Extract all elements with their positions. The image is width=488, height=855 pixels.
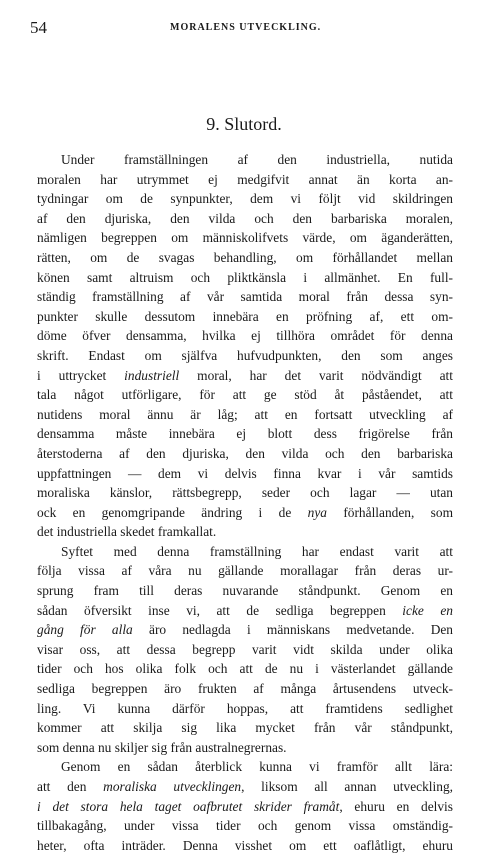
text-segment: , liksom all annan utveckling, (241, 779, 453, 794)
page-number: 54 (30, 18, 47, 37)
text-segment: Genom en sådan återblick kunna vi framför allt lära: (61, 759, 453, 775)
italic-text: gång för alla (37, 622, 133, 638)
text-line (37, 189, 453, 209)
text-line (37, 170, 453, 190)
text-segment: densamma måste innebära ej blott dess frigörelse från (37, 426, 453, 442)
text-segment: moralen har utrymmet ej medgifvit annat än korta an- (37, 171, 453, 187)
body-text (37, 150, 453, 855)
text-line (37, 581, 453, 601)
text-segment: nämligen begreppen om människolifvets värde, om äganderätten, (37, 230, 453, 246)
text-line (37, 405, 453, 425)
text-segment: döme öfver densamma, hvilka ej tillhöra området för denna (37, 328, 453, 344)
text-segment: af den djuriska, den vilda och den barbariska moralen, (37, 210, 453, 226)
text-line (37, 620, 453, 640)
text-segment: förhållanden, som (326, 504, 453, 520)
text-segment: kommer att skilja sig lika mycket från vår ståndpunkt, (37, 720, 453, 736)
section-title: 9. Slutord. (206, 114, 282, 134)
text-line (37, 228, 453, 248)
text-segment: sprung fram till deras nuvarande ståndpunkt. Genom en (37, 583, 453, 599)
text-segment: , ehuru en delvis (339, 798, 453, 814)
text-segment: tala något utförligare, för att ge stöd åt påståendet, att (37, 387, 453, 403)
text-line (37, 424, 453, 444)
text-line (37, 483, 453, 503)
text-segment: återstoderna af den djuriska, den vilda och den barbariska (37, 445, 453, 461)
text-segment: sådan öfversikt inse vi, att de sedliga begreppen (37, 602, 403, 618)
italic-text: nya (307, 504, 327, 520)
italic-text: icke en (402, 602, 453, 618)
text-line (37, 366, 453, 386)
text-line (37, 248, 453, 268)
text-segment: heter, ofta inträder. Denna visshet om ett oaflåtligt, ehuru (37, 837, 453, 853)
text-segment: punkter skulle dessutom innebära en pröfning af, ett om- (37, 308, 453, 324)
page-header (30, 18, 460, 42)
text-segment: nutidens moral ännu är låg; att en fortsatt utveckling af (37, 406, 453, 422)
text-line (37, 738, 453, 758)
text-line (37, 816, 453, 836)
italic-text: i det stora hela taget oafbrutet skrider framåt (37, 798, 340, 814)
text-segment: äro nedlagda i människans medvetande. Den (132, 622, 453, 638)
text-line (37, 503, 453, 523)
text-line (37, 561, 453, 581)
text-segment: skrift. Endast om själfva hufvudpunkten, den som anges (37, 347, 453, 363)
text-segment: tydningar om de synpunkter, dem vi följt vid skildringen (37, 191, 453, 207)
text-segment: ständig framställning af vår samtida moral från dessa syn- (37, 289, 453, 305)
text-segment: ock en genomgripande ändring i de (37, 504, 308, 520)
text-line (37, 346, 453, 366)
text-line (37, 640, 453, 660)
text-segment: följa vissa af våra nu gällande morallagar från deras ur- (37, 563, 453, 579)
text-segment: moraliska känslor, rättsbegrepp, seder och lagar — utan (37, 485, 453, 501)
text-line (37, 757, 453, 777)
text-segment: uppfattningen — dem vi delvis finna kvar i vår samtids (37, 465, 453, 481)
text-segment: tider och hos olika folk och att de nu i västerlandet gällande (37, 661, 453, 677)
text-line (37, 307, 453, 327)
text-line (37, 601, 453, 621)
text-line (37, 464, 453, 484)
text-segment: det industriella skedet framkallat. (37, 524, 217, 540)
text-segment: Under framställningen af den industriella, nutida (61, 152, 453, 167)
text-segment: som denna nu skiljer sig från australnegrernas. (37, 739, 287, 755)
text-segment: könen samt altruism och pliktkänsla i allmänhet. En full- (37, 269, 453, 285)
text-line (37, 150, 453, 170)
text-segment: Syftet med denna framställning har endast varit att (61, 543, 453, 559)
italic-text: moraliska utvecklingen (103, 779, 242, 794)
text-line (37, 268, 453, 288)
text-line (37, 542, 453, 562)
text-line (37, 326, 453, 346)
italic-text: industriell (124, 367, 180, 383)
text-segment: rätten, om de svagas behandling, om förhållandet mellan (37, 249, 453, 265)
text-segment: ling. Vi kunna därför hoppas, att framtidens sedlighet (37, 700, 453, 716)
text-line (37, 699, 453, 719)
text-segment: tillbakagång, under vissa tider och genom vissa omständig- (37, 818, 453, 834)
text-line (37, 287, 453, 307)
text-line (37, 209, 453, 229)
text-segment: visar oss, att dessa begrepp varit vidt skilda under olika (37, 641, 453, 657)
text-line (37, 444, 453, 464)
text-segment: i uttrycket (37, 367, 125, 383)
text-line (37, 777, 453, 797)
text-line (37, 385, 453, 405)
text-line (37, 836, 453, 855)
text-line (37, 522, 453, 542)
text-line (37, 679, 453, 699)
text-segment: att den (37, 779, 104, 794)
text-line (37, 718, 453, 738)
text-line (37, 659, 453, 679)
text-segment: sedliga begreppen äro frukten af många årtusendens utveck- (37, 681, 453, 697)
running-head: MORALENS UTVECKLING. (170, 22, 322, 33)
text-segment: moral, har det varit nödvändigt att (179, 367, 453, 383)
